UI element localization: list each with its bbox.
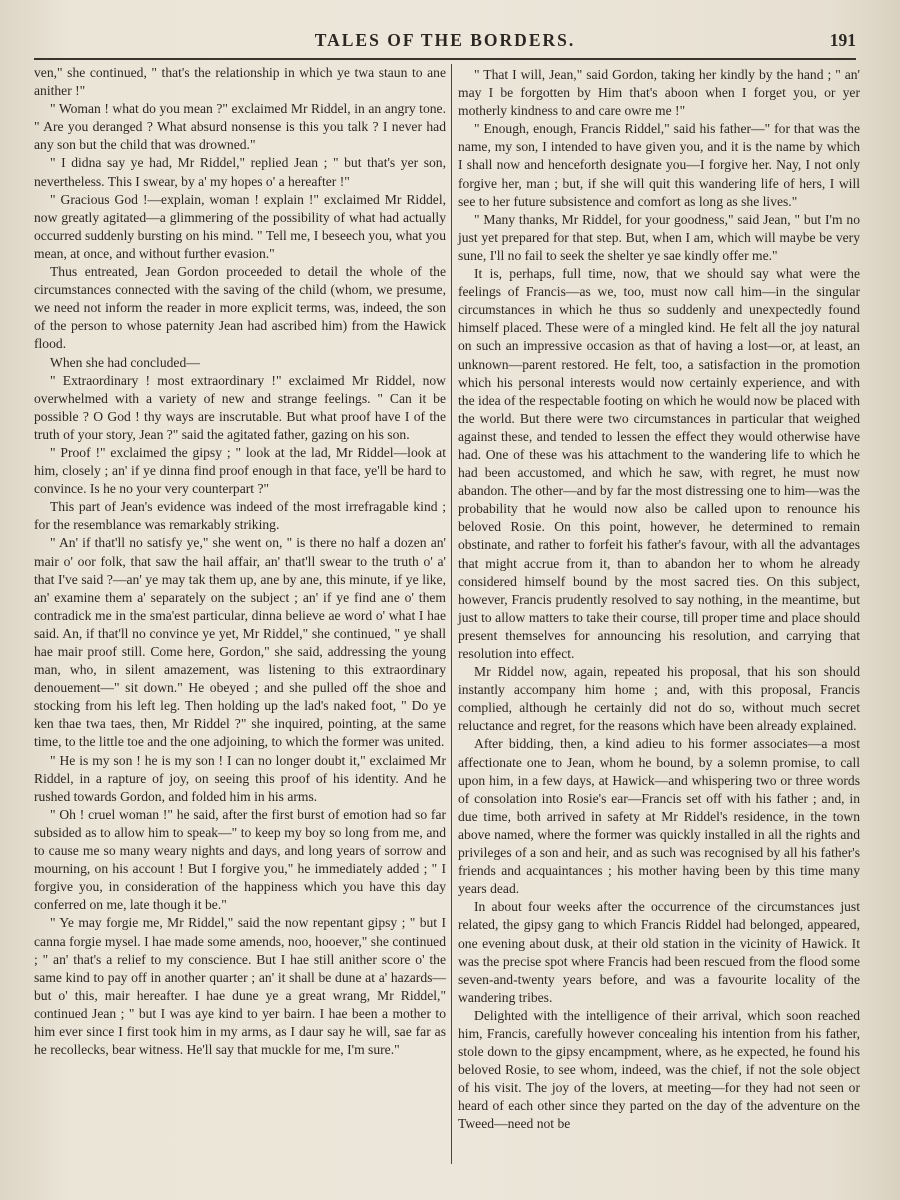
paragraph: Mr Riddel now, again, repeated his proposal, that his son should instantly accompany him home ; and, with this proposal, Francis complied, although he certainly did not do so, without much secret reluctance and regret, for the reasons which have been already explained. (458, 664, 860, 734)
page-header (34, 30, 856, 58)
paragraph: " Many thanks, Mr Riddel, for your goodness," said Jean, " but I'm no just yet prepared for that step. But, when I am, which will maybe be very sune, I'll no fail to seek the shelter ye sae kindly offer me." (458, 211, 860, 263)
paragraph: " That I will, Jean," said Gordon, taking her kindly by the hand ; " an' may I be forgotten by Him that's aboon when I forget you, or yer motherly kindness to and care owre me !" (458, 67, 860, 119)
page-number: 191 (829, 30, 856, 50)
paragraph: " Ye may forgie me, Mr Riddel," said the now repentant gipsy ; " but I canna forgie mysel. I hae made some amends, noo, hooever," she continued ; " an' that's a relief to my conscience. But I hae still anither score o' the same kind to pay off in another quarter ; an' it shall be dune at a' hazards—but o' this, mair hereafter. I hae dune ye a great wrang, Mr Riddel," continued Jean ; " but I was aye kind to yer bairn. I hae been a mother to him ever since I first took him in my arms, as I daur say he will, sae far as he recollecks, bear witness. He'll say that muckle for me, I'm sure." (34, 915, 446, 1058)
paragraph: Thus entreated, Jean Gordon proceeded to detail the whole of the circumstances connected with the saving of the child (whom, we presume, we need not inform the reader in more explicit terms, was, indeed, the son of the person to whose paternity Jean had ascribed him) from the Hawick flood. (34, 264, 446, 352)
paragraph: This part of Jean's evidence was indeed of the most irrefragable kind ; for the resemblance was remarkably striking. (34, 499, 446, 533)
paragraph: After bidding, then, a kind adieu to his former associates—a most affectionate one to Jean, whom he bound, by a solemn promise, to call upon him, in a few days, at Hawick—and whispering two or three words of consolation into Rosie's ear—Francis set off with his father ; and, in due time, both arrived in safety at Mr Riddel's residence, in the town above named, where the former was quickly installed in all the rights and privileges of a son and heir, and as such was recognised by all his father's friends and acquaintances ; his mother having been by this time many years dead. (458, 736, 860, 897)
paragraph: " Enough, enough, Francis Riddel," said his father—" for that was the name, my son, I intended to have given you, and it is the name by which I shall now and henceforth designate you—I forgive her. Nay, I not only forgive her, man ; but, if she will quit this wandering life of hers, I will see to her future subsistence and comfort as long as she lives." (458, 121, 860, 209)
paragraph: " He is my son ! he is my son ! I can no longer doubt it," exclaimed Mr Riddel, in a rapture of joy, on seeing this proof of his identity. And he rushed towards Gordon, and folded him in his arms. (34, 752, 446, 804)
paragraph: " Oh ! cruel woman !" he said, after the first burst of emotion had so far subsided as to allow him to speak—" to keep my boy so long from me, and to cause me so many weary nights and days, and long years of sorrow and mourning, on his account ! But I forgive you," he immediately added ; " I forgive you, in consideration of the happiness which you have this day conferred on me, late though it be." (34, 806, 446, 913)
right-column (458, 66, 860, 1134)
paragraph: In about four weeks after the occurrence of the circumstances just related, the gipsy gang to which Francis Riddel had belonged, appeared, one evening about dusk, at their old station in the vicinity of Hawick. It was the precise spot where Francis had been rescued from the flood some seven-and-twenty years before, and was a favourite locality of the wandering tribes. (458, 899, 860, 1005)
paragraph: " An' if that'll no satisfy ye," she went on, " is there no half a dozen an' mair o' oor folk, that saw the hail affair, an' that'll swear to the truth o' a' that I've said ?—an' ye may tak them up, ane by ane, this minute, if ye like, an' examine them a' separately on the subject ; an' if ye find ane o' them contradick me in the sma'est particular, dinna believe ae word o' what I hae said. An, if that'll no convince ye yet, Mr Riddel," she continued, " ye shall hae mair proof still. Come here, Gordon," she said, addressing the young man, who, in silent amazement, was listening to this extraordinary denouement—" sit down." He obeyed ; and she pulled off the shoe and stocking from his left leg. Then holding up the lad's naked foot, " Do ye ken thae twa taes, then, Mr Riddel ?" she inquired, pointing, at the same time, to the little toe and the one adjoining, to which the former was united. (34, 535, 446, 750)
paragraph: " I didna say ye had, Mr Riddel," replied Jean ; " but that's yer son, nevertheless. This I swear, by a' my hopes o' a hereafter !" (34, 155, 446, 189)
header-rule (34, 58, 856, 60)
paragraph: " Extraordinary ! most extraordinary !" exclaimed Mr Riddel, now overwhelmed with a variety of new and strange feelings. " Can it be possible ? O God ! thy ways are inscrutable. But what proof have I of the truth of your story, Jean ?" said the agitated father, gazing on his son. (34, 372, 446, 442)
paragraph: Delighted with the intelligence of their arrival, which soon reached him, Francis, carefully however concealing his intention from his father, stole down to the gipsy encampment, where, as he expected, he found his beloved Rosie, to see whom, indeed, was the chief, if not the sole object of his visit. The joy of the lovers, at meeting—for they had not seen or heard of each other since they parted on the day of the adventure on the Tweed—need not be (458, 1007, 860, 1132)
paragraph: " Proof !" exclaimed the gipsy ; " look at the lad, Mr Riddel—look at him, closely ; an' if ye dinna find proof enough in that face, ye'll be hard to convince. Is he no your very counterpart ?" (34, 444, 446, 497)
paragraph: ven," she continued, " that's the relationship in which ye twa staun to ane anither !" (34, 65, 446, 99)
paragraph: It is, perhaps, full time, now, that we should say what were the feelings of Francis—as we, too, must now call him—in the singular circumstances in which he thus so suddenly and unexpectedly found himself placed. These were of a mingled kind. He felt all the joy natural on such an impressive occasion as that of having a lost—or, at least, an unknown—parent restored. He felt, too, a satisfaction in the promotion which his personal interests would now certainly experience, and with the idea of the respectable footing on which he would now be placed with the world. But there were two circumstances in particular that weighed against these, and tended to lessen the effect they would otherwise have had. One of these was his attachment to the wandering life to which he had been accustomed, and which he saw, with regret, he must now abandon. The other—and by far the most distressing one to him—was the probability that he would now also be called upon to renounce his beloved Rosie. On this point, however, he determined to remain obstinate, and rather to forfeit his father's favour, with all the advantages that might accrue from it, than to abandon her to whom he already considered himself bound by the most sacred ties. On this subject, however, Francis prudently resolved to say nothing, in the meantime, but just to allow matters to take their course, till proper time and place should present themselves for announcing his resolution, and carrying that resolution into effect. (458, 266, 860, 661)
paragraph: When she had concluded— (50, 354, 200, 370)
running-head: TALES OF THE BORDERS. (314, 30, 576, 50)
paragraph: " Woman ! what do you mean ?" exclaimed Mr Riddel, in an angry tone. " Are you deranged ? What absurd nonsense is this you talk ? I never had any son but the child that was drowned." (34, 101, 446, 153)
left-column (34, 64, 446, 1059)
paragraph: " Gracious God !—explain, woman ! explain !" exclaimed Mr Riddel, now greatly agitated—a glimmering of the possibility of what had actually occurred suddenly bursting on his mind. " Tell me, I beseech you, what you mean, at once, and without further evasion." (34, 191, 446, 261)
column-divider (451, 64, 452, 1164)
